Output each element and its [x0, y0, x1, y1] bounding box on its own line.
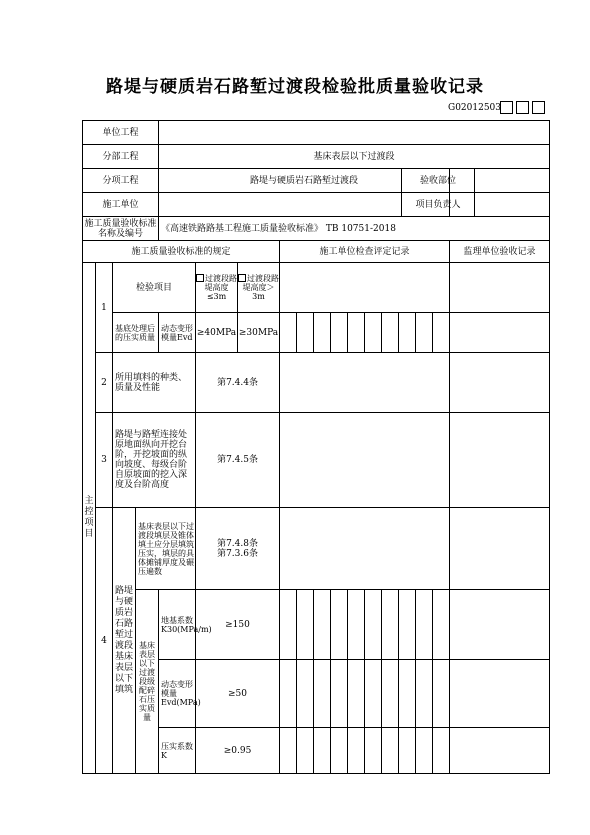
project-leader-label: 项目负责人: [401, 193, 475, 216]
evd-value: ≥50: [196, 660, 280, 728]
division-label: 分部工程: [83, 145, 159, 169]
record-grid: [280, 313, 449, 352]
code-box-3[interactable]: [532, 101, 545, 114]
opt1-checkbox[interactable]: [196, 274, 204, 282]
k30-record-grid[interactable]: [280, 590, 450, 660]
form-code: G02012503: [448, 103, 501, 113]
item2-no: 2: [96, 353, 113, 413]
item1-opt1-text: 过渡段路堤高度≤3m: [204, 274, 238, 301]
item1-opt2[interactable]: [238, 263, 280, 313]
subdivision-label: 分项工程: [83, 169, 159, 193]
item4-row-a-ref1: 第7.4.8条: [217, 538, 258, 549]
k30-label: 地基系数K30(MPa/m): [159, 590, 196, 660]
item1-head-label: 检验项目: [113, 263, 196, 313]
item1-record-a[interactable]: [280, 263, 450, 313]
evd-record-grid[interactable]: [280, 660, 450, 728]
item1-no: 1: [96, 263, 113, 353]
item3-supervisor[interactable]: [450, 413, 550, 508]
inspection-part-label: 验收部位: [401, 169, 475, 192]
main-control-label: 主控项目: [83, 263, 96, 774]
item1-param: 动态变形模量Evd: [159, 313, 196, 353]
k30-value: ≥150: [196, 590, 280, 660]
division-value[interactable]: 基床表层以下过渡段: [159, 145, 550, 169]
item2-record[interactable]: [280, 353, 450, 413]
construction-unit-field[interactable]: [159, 193, 461, 217]
item4-row-a-ref: [196, 508, 280, 590]
opt2-checkbox[interactable]: [238, 274, 246, 282]
item1-opt1[interactable]: [196, 263, 238, 313]
page-title: 路堤与硬质岩石路堑过渡段检验批质量验收记录: [106, 77, 484, 97]
evd-label: 动态变形模量Evd(MPa): [159, 660, 196, 728]
item1-value-1: ≥40MPa: [196, 313, 238, 353]
item4-row-a-ref2: 第7.3.6条: [217, 548, 258, 559]
item3-label: 路堤与路堑连接处原地面纵向开挖台阶，开挖坡面的纵向坡度、每级台阶自原坡面的挖入深度及台阶高度: [113, 413, 196, 508]
subdivision-value-cell[interactable]: [159, 169, 457, 193]
item4-sub-group: 基床表层以下过渡段级配碎石压实质量: [136, 590, 159, 774]
item4-no: 4: [96, 508, 113, 774]
item2-label: 所用填料的种类、质量及性能: [113, 353, 196, 413]
item1-supervisor-a[interactable]: [450, 263, 550, 313]
evd-supervisor[interactable]: [450, 660, 550, 728]
code-box-2[interactable]: [516, 101, 529, 114]
inspection-table: [82, 120, 550, 774]
unit-project-label: 单位工程: [83, 121, 159, 145]
code-box-1[interactable]: [500, 101, 513, 114]
supervisor-column-header: 监理单位验收记录: [450, 241, 550, 263]
spec-column-header: 施工质量验收标准的规定: [83, 241, 280, 263]
item4-supervisor-a[interactable]: [450, 508, 550, 590]
item1-value-2: ≥30MPa: [238, 313, 280, 353]
contractor-column-header: 施工单位检查评定记录: [280, 241, 450, 263]
item4-row-a-label: 基床表层以下过渡段填层及锥体填土应分层填筑压实，填层的具体摊铺厚度及碾压遍数: [136, 508, 196, 590]
k-value: ≥0.95: [196, 728, 280, 774]
item3-ref: 第7.4.5条: [196, 413, 280, 508]
subdivision-value: 路堤与硬质岩石路堑过渡段: [250, 175, 359, 186]
standard-value: 《高速铁路路基工程施工质量验收标准》 TB 10751-2018: [159, 217, 550, 241]
item4-record-a[interactable]: [280, 508, 450, 590]
item3-no: 3: [96, 413, 113, 508]
item2-supervisor[interactable]: [450, 353, 550, 413]
standard-label: 施工质量验收标准名称及编号: [84, 218, 157, 239]
item4-group-label: 路堤与硬质岩石路堑过渡段基床表层以下填筑: [113, 508, 136, 774]
item3-record[interactable]: [280, 413, 450, 508]
item1-sub-label: 基底处理后的压实质量: [113, 313, 159, 353]
k-label: 压实系数K: [159, 728, 196, 774]
k-supervisor[interactable]: [450, 728, 550, 774]
item1-record-grid[interactable]: [280, 313, 450, 353]
k30-supervisor[interactable]: [450, 590, 550, 660]
item1-opt2-text: 过渡段路堤高度＞3m: [242, 274, 280, 301]
construction-unit-label: 施工单位: [83, 193, 159, 217]
item1-supervisor-b[interactable]: [450, 313, 550, 353]
unit-project-field[interactable]: [159, 121, 550, 145]
k-record-grid[interactable]: [280, 728, 450, 774]
item2-ref: 第7.4.4条: [196, 353, 280, 413]
